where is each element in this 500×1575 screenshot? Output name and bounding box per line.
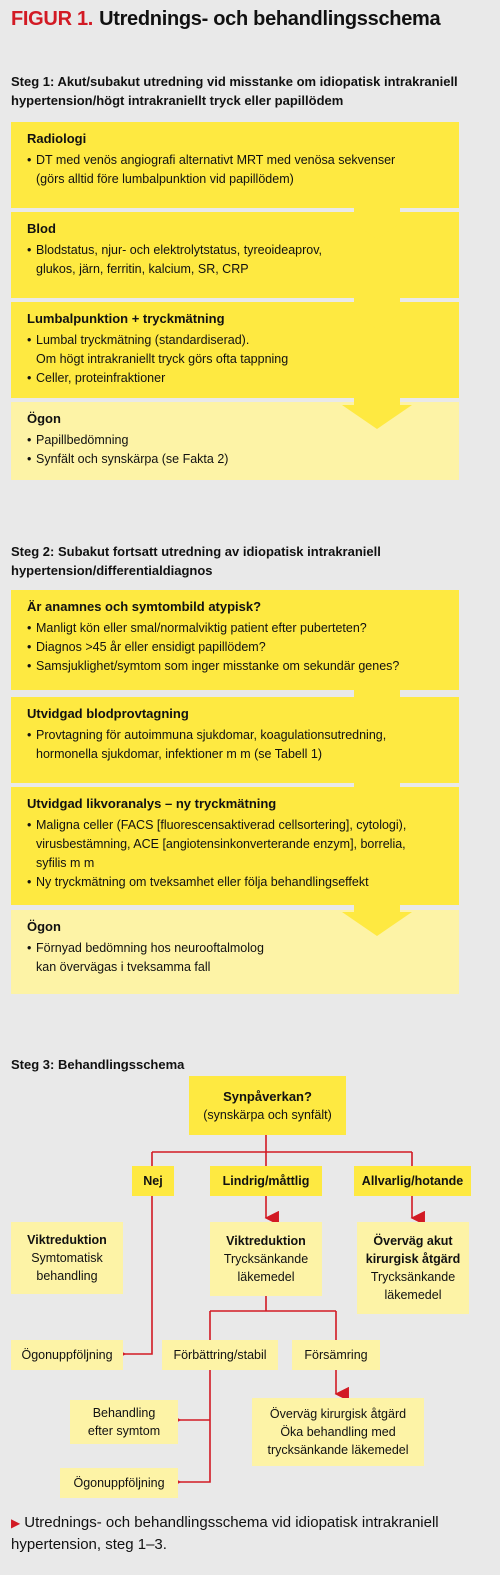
box-title: Ögon: [27, 411, 61, 426]
node-behandling-efter: Behandling efter symtom: [70, 1400, 178, 1444]
box-bullet: • Ny tryckmätning om tveksamhet eller följa behandlingseffekt: [27, 873, 449, 892]
box-title: Ögon: [27, 919, 61, 934]
box-bullet: • Maligna celler (FACS [fluorescensaktiverad cellsortering], cytologi), virusbestämning, ACE [angiotensinkonverterande enzym], borrelia, syfilis m m: [27, 816, 449, 873]
connector-nej-down: [125, 1196, 152, 1354]
box-bullet: • DT med venös angiografi alternativt MRT med venösa sekvenser (görs alltid före lumbalpunktion vid papillödem): [27, 151, 449, 189]
figure-label: FIGUR 1.: [11, 8, 94, 30]
figure-title-text: Utrednings- och behandlingsschema: [99, 8, 441, 30]
connector-forbattring-down: [180, 1370, 210, 1482]
chevron-down-icon: [342, 686, 412, 726]
box-bullet: • Synfält och synskärpa (se Fakta 2): [27, 450, 449, 469]
chevron-down-icon: [342, 393, 412, 433]
figure-caption: [11, 1512, 491, 1556]
step1-heading-line: Steg 1: Akut/subakut utredning vid misstanke om idiopatisk intrakraniell: [11, 74, 458, 89]
figure-title: [11, 8, 440, 31]
caption-marker-icon: ▶: [11, 1516, 21, 1530]
node-nej: Nej: [132, 1166, 174, 1196]
chevron-down-icon: [342, 203, 412, 243]
node-forsamring-action: Överväg kirurgisk åtgärd Öka behandling med trycksänkande läkemedel: [252, 1398, 424, 1466]
node-forsamring: Försämring: [292, 1340, 380, 1370]
box-title: Blod: [27, 221, 56, 236]
box-title: Lumbalpunktion + tryckmätning: [27, 311, 225, 326]
chevron-down-icon: [342, 293, 412, 333]
box-bullet: • Diagnos >45 år eller ensidigt papillödem?: [27, 638, 449, 657]
box-bullet: • Blodstatus, njur- och elektrolytstatus, tyreoideaprov, glukos, järn, ferritin, kalcium, SR, CRP: [27, 241, 449, 279]
step1-heading-line: hypertension/högt intrakraniellt tryck eller papillödem: [11, 93, 344, 108]
box-title: Utvidgad blodprovtagning: [27, 706, 189, 721]
chevron-down-icon: [342, 778, 412, 818]
node-forbattring-followup: Ögonuppföljning: [60, 1468, 178, 1498]
step1-box-radiologi: [11, 122, 459, 208]
step3-heading: Steg 3: Behandlingsschema: [11, 1057, 185, 1072]
box-bullet: • Papillbedömning: [27, 431, 449, 450]
chevron-down-icon: [342, 900, 412, 940]
connector-root-to-options: [152, 1135, 412, 1166]
connector-lindrig-split: [210, 1296, 336, 1340]
box-title: Är anamnes och symtombild atypisk?: [27, 599, 262, 614]
step2-heading-line: Steg 2: Subakut fortsatt utredning av idiopatisk intrakraniell: [11, 544, 381, 559]
step2-box-anamnes: [11, 590, 459, 690]
node-forbattring: Förbättring/stabil: [162, 1340, 278, 1370]
node-nej-followup: Ögonuppföljning: [11, 1340, 123, 1370]
step2-heading: [11, 542, 481, 580]
node-synpaverkan: Synpåverkan? (synskärpa och synfält): [189, 1076, 346, 1135]
node-lindrig-treatment: Viktreduktion Trycksänkande läkemedel: [210, 1222, 322, 1296]
box-bullet: • Lumbal tryckmätning (standardiserad). Om högt intrakraniellt tryck görs ofta tappning: [27, 331, 449, 369]
node-allvarlig-treatment: Överväg akut kirurgisk åtgärd Trycksänkande läkemedel: [357, 1222, 469, 1314]
box-bullet: • Samsjuklighet/symtom som inger misstanke om sekundär genes?: [27, 657, 449, 676]
box-title: Utvidgad likvoranalys – ny tryckmätning: [27, 796, 277, 811]
box-title: Radiologi: [27, 131, 87, 146]
box-bullet: • Manligt kön eller smal/normalviktig patient efter puberteten?: [27, 619, 449, 638]
box-bullet: • Celler, proteinfraktioner: [27, 369, 449, 388]
step2-heading-line: hypertension/differentialdiagnos: [11, 563, 213, 578]
node-lindrig: Lindrig/måttlig: [210, 1166, 322, 1196]
box-bullet: • Provtagning för autoimmuna sjukdomar, koagulationsutredning, hormonella sjukdomar, infektioner m m (se Tabell 1): [27, 726, 449, 764]
step1-heading: [11, 72, 481, 110]
node-nej-treatment: Viktreduktion Symtomatisk behandling: [11, 1222, 123, 1294]
box-bullet: • Förnyad bedömning hos neurooftalmolog kan övervägas i tveksamma fall: [27, 939, 449, 977]
node-allvarlig: Allvarlig/hotande: [354, 1166, 471, 1196]
caption-text: Utrednings- och behandlingsschema vid idiopatisk intrakraniell hypertension, steg 1–3.: [11, 1514, 439, 1553]
